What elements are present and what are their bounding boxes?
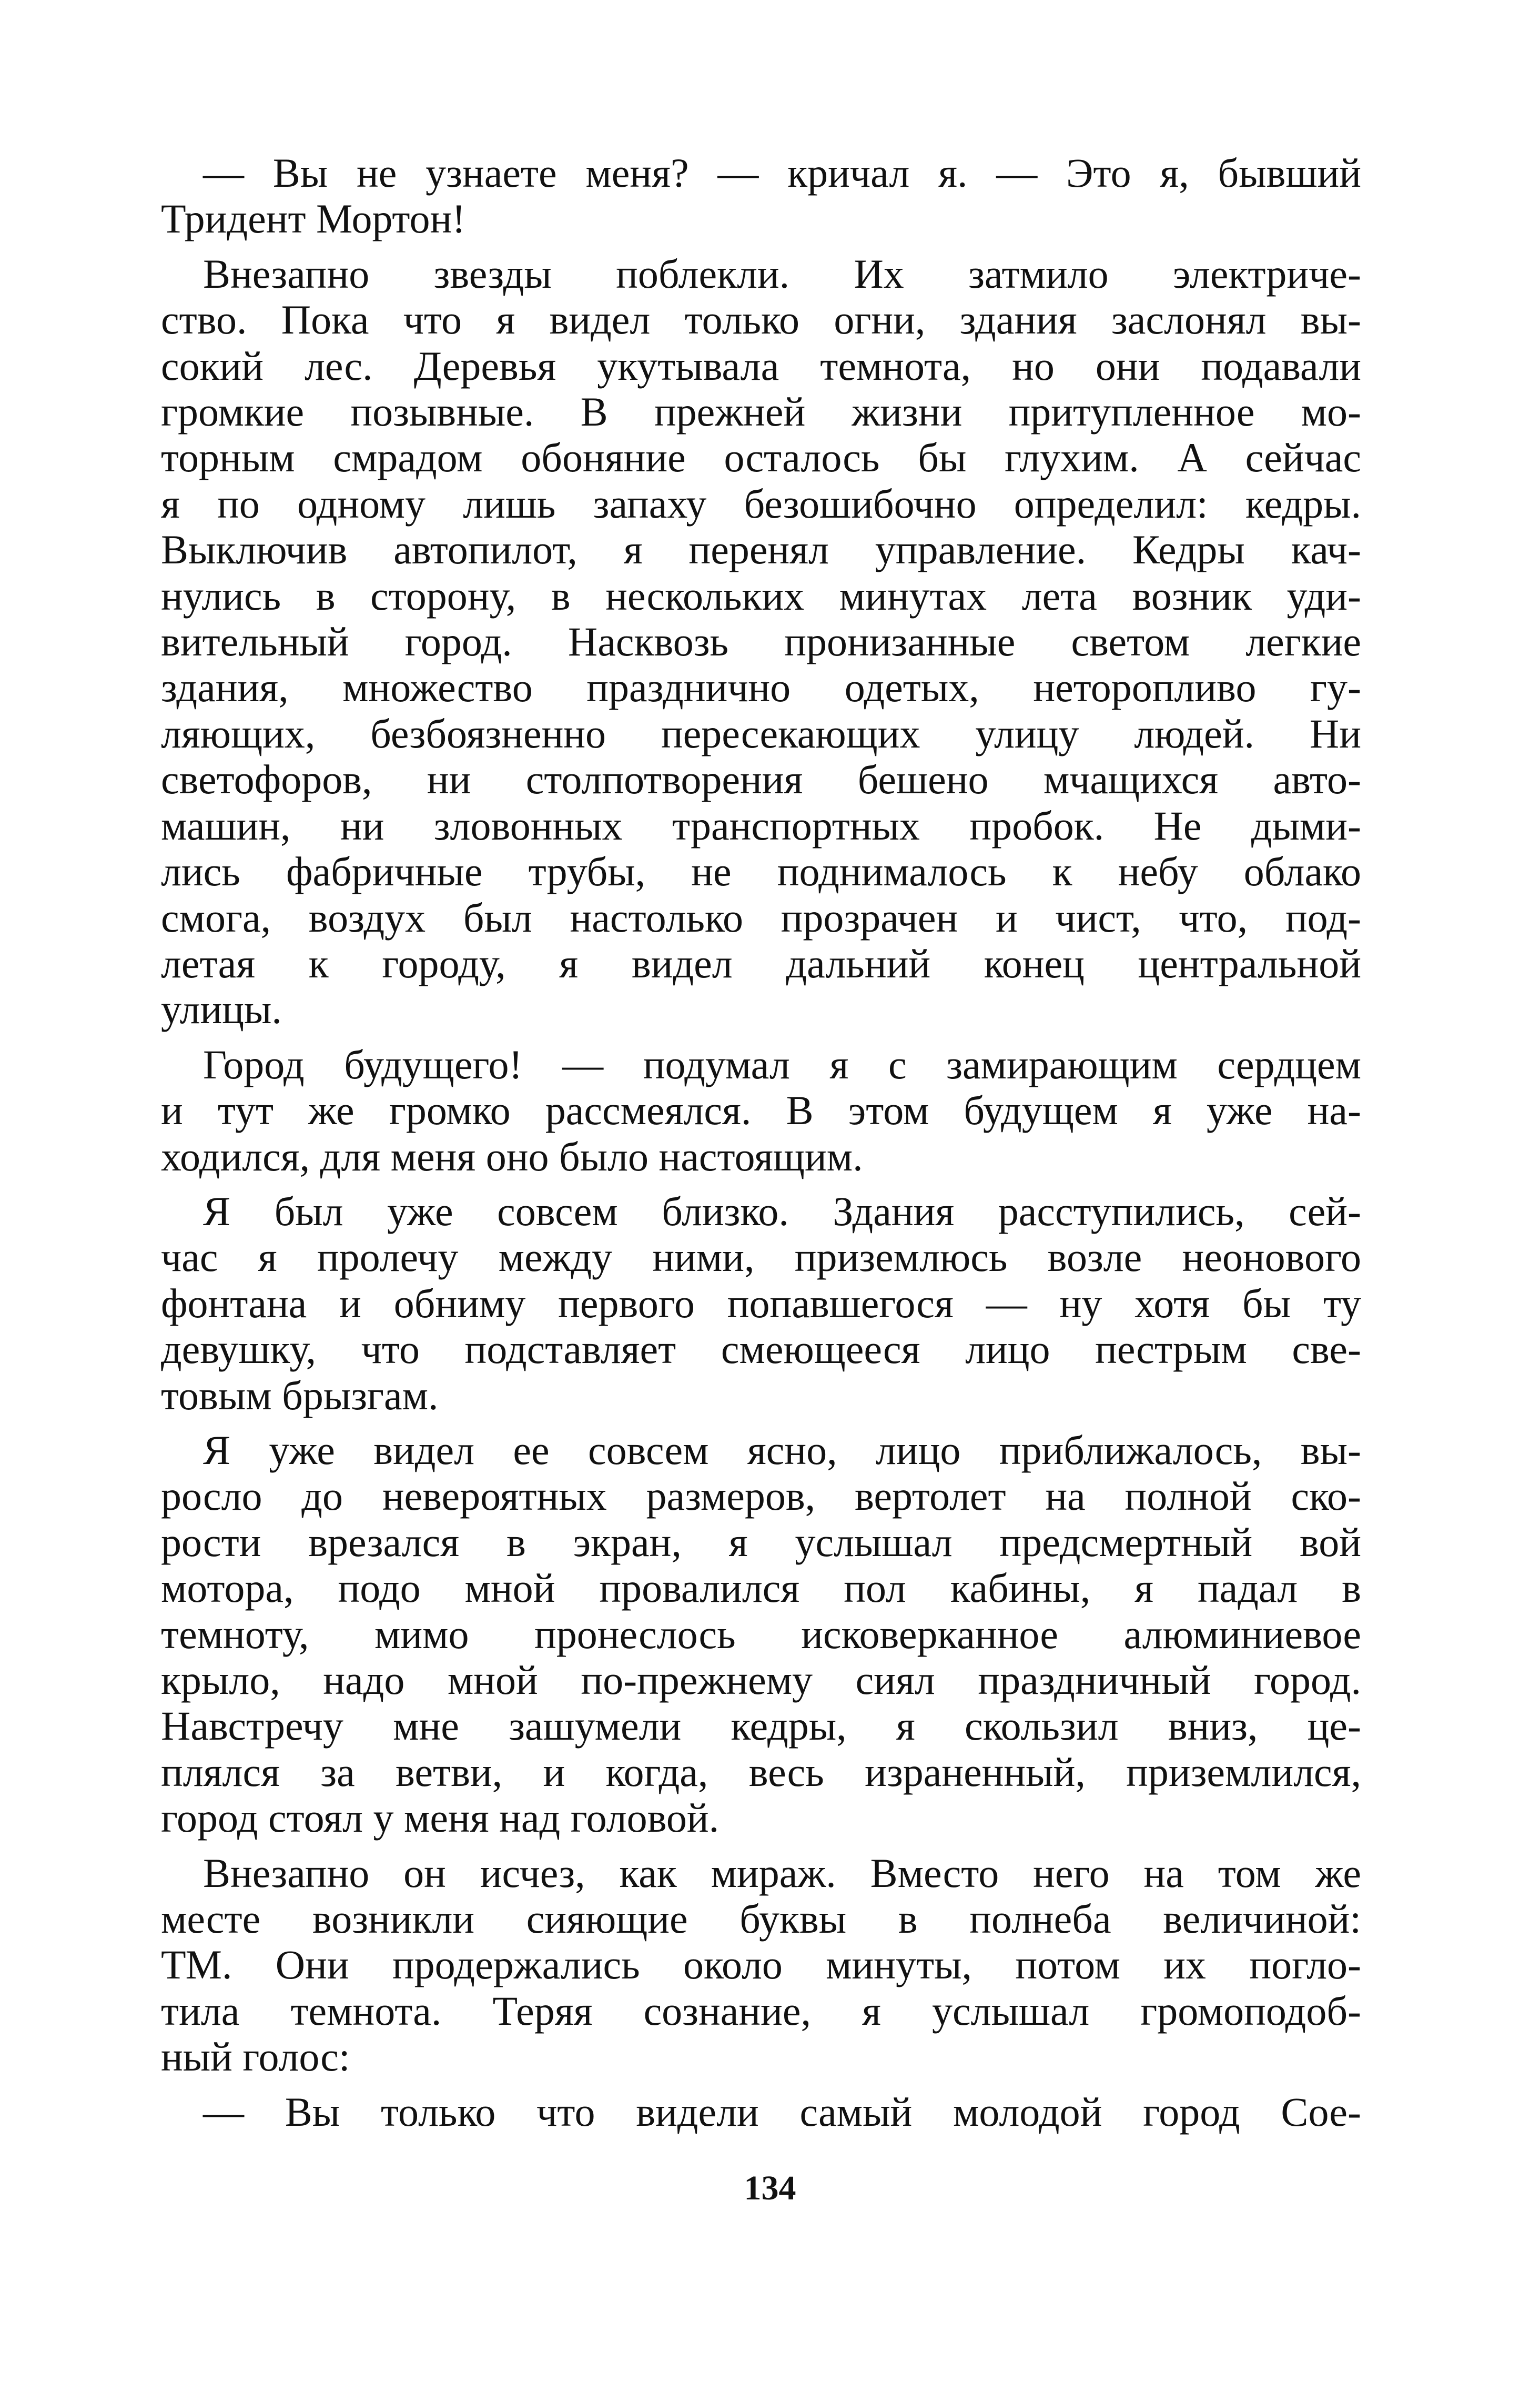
text-line: ляющих, безбоязненно пересекающих улицу людей. Ни <box>161 710 1361 756</box>
paragraph <box>161 1188 1361 1418</box>
text-line: город стоял у меня над головой. <box>161 1795 720 1841</box>
text-line: Выключив автопилот, я перенял управление. Кедры кач- <box>161 527 1361 573</box>
text-line: рости врезался в экран, я услышал предсмертный вой <box>161 1519 1361 1565</box>
text-line: фонтана и обниму первого попавшегося — ну хотя бы ту <box>161 1280 1361 1326</box>
text-line: ство. Пока что я видел только огни, здания заслонял вы- <box>161 297 1361 343</box>
text-line: месте возникли сияющие буквы в полнеба величиной: <box>161 1896 1361 1942</box>
paragraph <box>161 1427 1361 1841</box>
paragraph <box>161 1850 1361 2080</box>
text-line: нулись в сторону, в нескольких минутах лета возник уди- <box>161 572 1361 619</box>
text-line: светофоров, ни столпотворения бешено мчащихся авто- <box>161 756 1361 803</box>
text-line: смога, воздух был настолько прозрачен и чист, что, под- <box>161 894 1361 941</box>
text-line: час я пролечу между ними, приземлюсь возле неонового <box>161 1234 1361 1280</box>
paragraph <box>161 150 1361 242</box>
text-line: ТМ. Они продержались около минуты, потом их погло- <box>161 1942 1361 1988</box>
paragraph <box>161 2089 1361 2135</box>
text-line: машин, ни зловонных транспортных пробок. Не дыми- <box>161 802 1361 849</box>
text-line: Я был уже совсем близко. Здания расступились, сей- <box>203 1188 1361 1234</box>
text-line: летая к городу, я видел дальний конец центральной <box>161 940 1361 986</box>
page-number: 134 <box>744 2169 796 2207</box>
text-line: Я уже видел ее совсем ясно, лицо приближалось, вы- <box>203 1427 1361 1473</box>
text-line: и тут же громко рассмеялся. В этом будущем я уже на- <box>161 1087 1361 1134</box>
text-line: росло до невероятных размеров, вертолет на полной ско- <box>161 1473 1361 1519</box>
text-line: мотора, подо мной провалился пол кабины, я падал в <box>161 1565 1361 1611</box>
text-line: торным смрадом обоняние осталось бы глухим. А сейчас <box>161 435 1361 481</box>
text-line: Город будущего! — подумал я с замирающим сердцем <box>203 1041 1361 1087</box>
text-line: сокий лес. Деревья укутывала темнота, но они подавали <box>161 342 1361 389</box>
text-line: тила темнота. Теряя сознание, я услышал громоподоб- <box>161 1987 1361 2034</box>
text-line: Тридент Мортон! <box>161 196 466 242</box>
text-line: улицы. <box>161 986 282 1033</box>
body-text <box>161 150 1361 2144</box>
paragraph <box>161 1042 1361 1179</box>
text-line: ходился, для меня оно было настоящим. <box>161 1133 863 1179</box>
paragraph <box>161 251 1361 1033</box>
text-line: громкие позывные. В прежней жизни притупленное мо- <box>161 389 1361 435</box>
text-line: — Вы не узнаете меня? — кричал я. — Это я, бывший <box>203 150 1361 196</box>
text-line: здания, множество празднично одетых, неторопливо гу- <box>161 664 1361 711</box>
text-line: — Вы только что видели самый молодой город Сое- <box>203 2088 1361 2135</box>
text-line: Внезапно он исчез, как мираж. Вместо него на том же <box>203 1850 1361 1896</box>
text-line: ный голос: <box>161 2034 350 2080</box>
text-line: вительный город. Насквозь пронизанные светом легкие <box>161 619 1361 665</box>
text-line: товым брызгам. <box>161 1372 439 1418</box>
text-line: Внезапно звезды поблекли. Их затмило электриче- <box>203 250 1361 297</box>
text-line: темноту, мимо пронеслось исковерканное алюминиевое <box>161 1611 1361 1657</box>
text-line: девушку, что подставляет смеющееся лицо пестрым све- <box>161 1326 1361 1372</box>
text-line: плялся за ветви, и когда, весь израненный, приземлился, <box>161 1749 1361 1795</box>
text-line: лись фабричные трубы, не поднималось к небу облако <box>161 849 1361 895</box>
text-line: я по одному лишь запаху безошибочно определил: кедры. <box>161 480 1361 527</box>
text-line: Навстречу мне зашумели кедры, я скользил вниз, це- <box>161 1703 1361 1749</box>
text-line: крыло, надо мной по-прежнему сиял праздничный город. <box>161 1657 1361 1703</box>
